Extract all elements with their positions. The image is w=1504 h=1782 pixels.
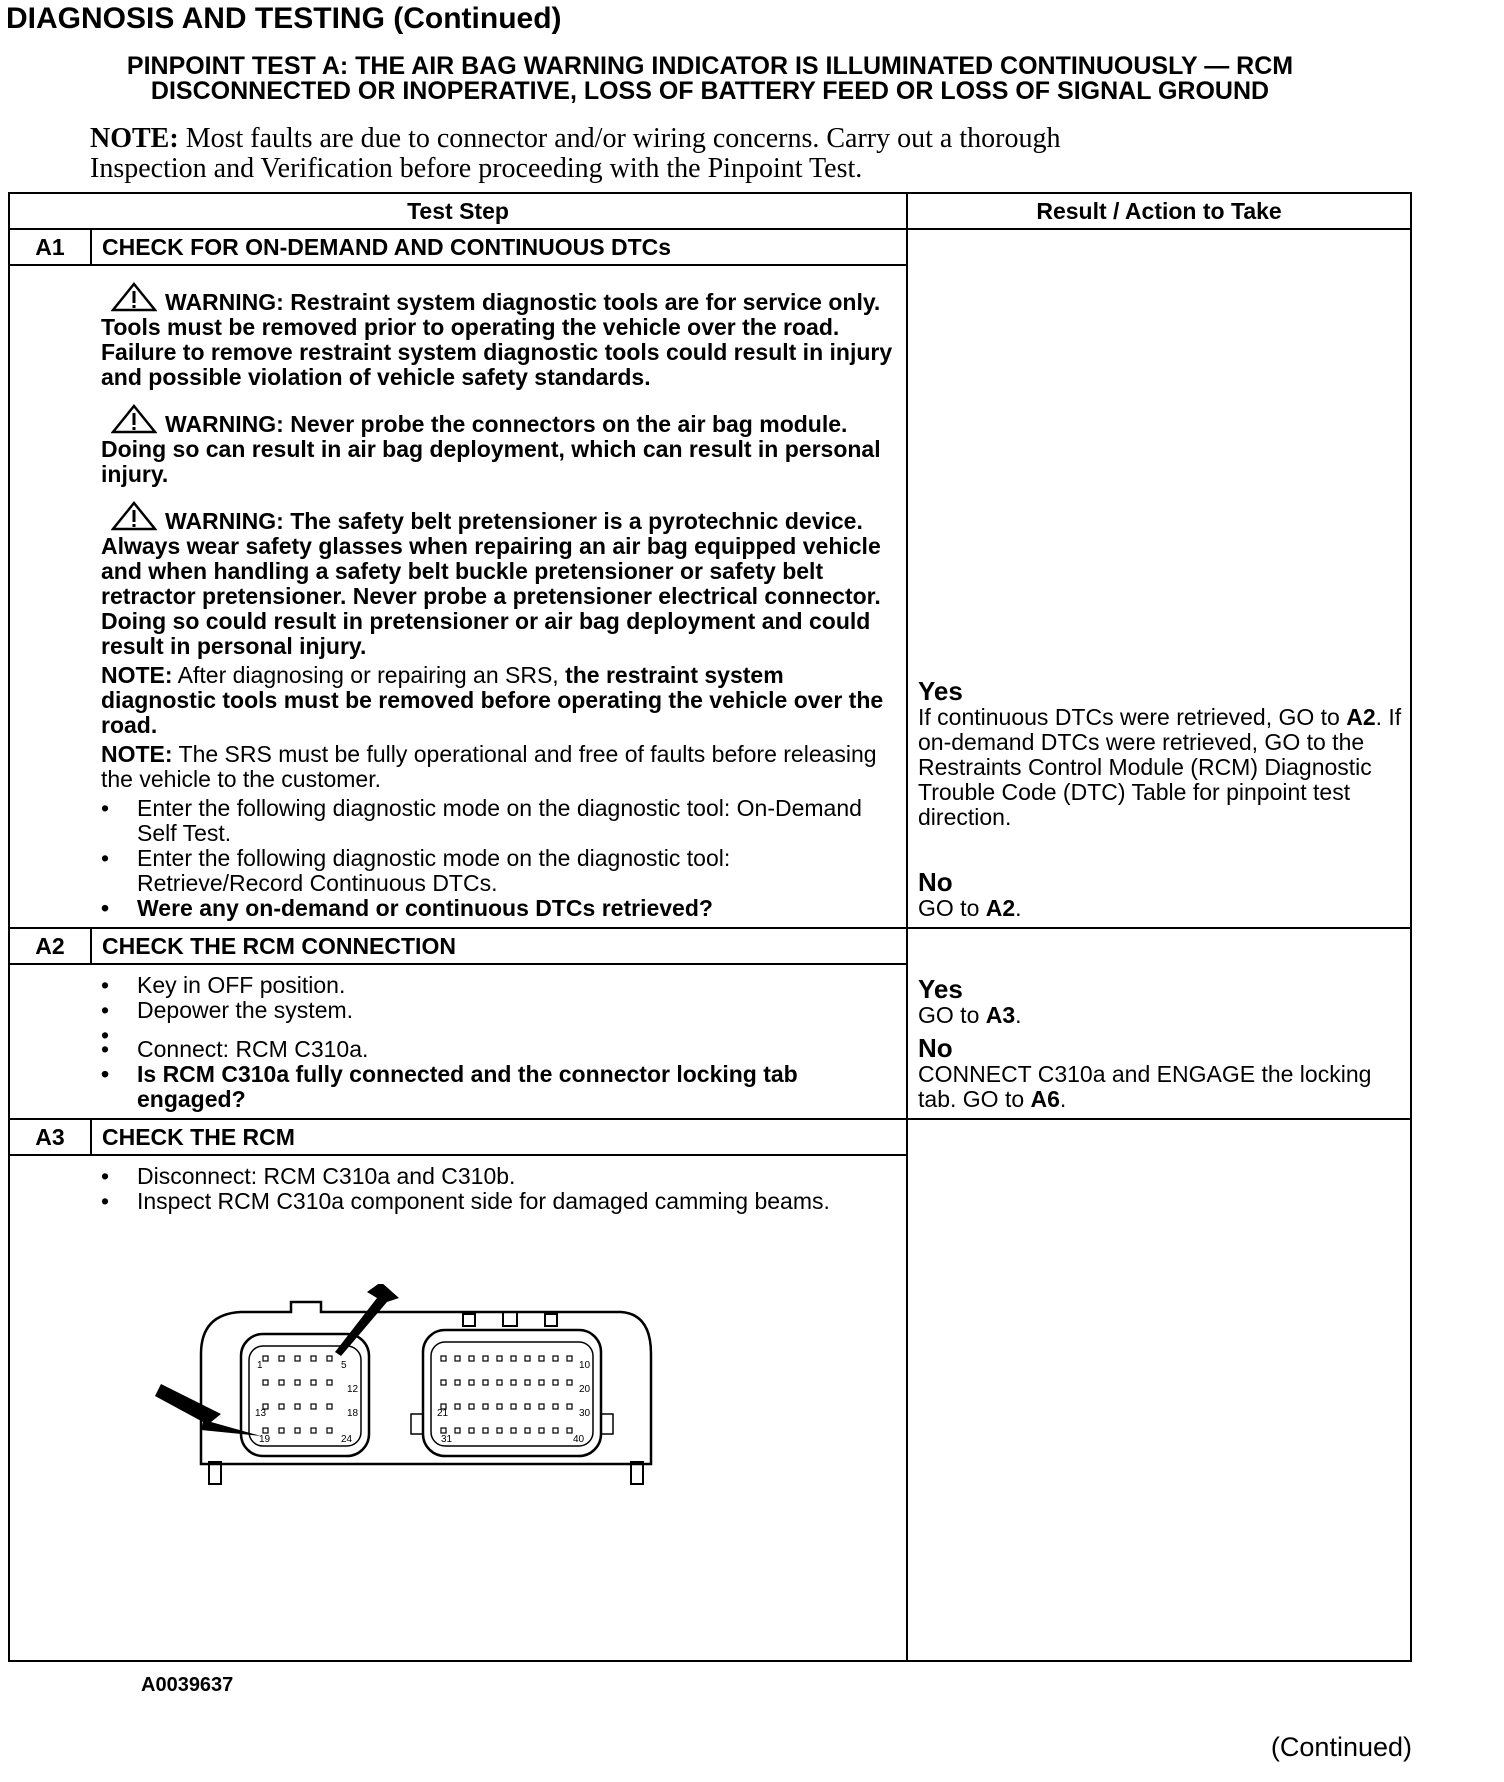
pin-cavity (455, 1380, 460, 1385)
pin-cavity (483, 1404, 488, 1409)
pin-cavity (539, 1380, 544, 1385)
result-a2-no: No (918, 1033, 953, 1063)
step-a3-title-row (9, 1119, 1411, 1155)
pinpoint-line-1: PINPOINT TEST A: THE AIR BAG WARNING INDICATOR IS ILLUMINATED CONTINUOUSLY — RCM (126, 52, 1294, 80)
result-a3 (907, 1119, 1411, 1661)
list-item: • Enter the following diagnostic mode on the diagnostic tool: On-Demand Self Test. (101, 796, 896, 846)
step-id-a3: A3 (9, 1119, 91, 1155)
pin-cavity (553, 1428, 558, 1433)
top-note-line-2: Inspection and Verification before proceeding with the Pinpoint Test. (90, 153, 863, 184)
pin-cavity (553, 1404, 558, 1409)
pin-cavity (567, 1428, 572, 1433)
pin-cavity (279, 1404, 284, 1409)
pin-cavity (483, 1428, 488, 1433)
result-a2-yes: Yes (918, 974, 963, 1004)
pin-cavity (279, 1356, 284, 1361)
result-a2-no-text: CONNECT C310a and ENGAGE the locking tab. GO to A6. (918, 1061, 1372, 1112)
step-a1-bullets (101, 796, 896, 921)
pin-cavity (539, 1404, 544, 1409)
pin-cavity (553, 1380, 558, 1385)
table-header-row (9, 193, 1411, 229)
pinpoint-line-2: DISCONNECTED OR INOPERATIVE, LOSS OF BATTERY FEED OR LOSS OF SIGNAL GROUND (150, 77, 1270, 105)
pin-cavity (441, 1356, 446, 1361)
pin-cavity (311, 1404, 316, 1409)
pin-label: 24 (341, 1434, 353, 1445)
list-item: • Disconnect: RCM C310a and C310b. (101, 1164, 896, 1189)
pin-cavity (263, 1380, 268, 1385)
pin-label: 21 (437, 1408, 449, 1419)
pin-cavity (455, 1356, 460, 1361)
pin-cavity (511, 1404, 516, 1409)
header-result: Result / Action to Take (907, 193, 1411, 229)
result-a1 (907, 229, 1411, 928)
pin-cavity (497, 1428, 502, 1433)
pin-cavity (511, 1356, 516, 1361)
pin-cavity (311, 1380, 316, 1385)
pin-cavity (295, 1380, 300, 1385)
list-item: • Enter the following diagnostic mode on the diagnostic tool: Retrieve/Record Continuous DTCs. (101, 846, 896, 896)
list-item: • Is RCM C310a fully connected and the connector locking tab engaged? (101, 1062, 896, 1112)
pin-label: 19 (259, 1434, 271, 1445)
list-item: • Key in OFF position. (101, 973, 896, 998)
step-title-a2: CHECK THE RCM CONNECTION (91, 928, 907, 964)
pin-cavity (525, 1356, 530, 1361)
pin-label: 20 (579, 1384, 591, 1395)
pin-cavity (497, 1356, 502, 1361)
result-a1-no: No (918, 867, 953, 897)
pin-cavity (497, 1404, 502, 1409)
pin-cavity (525, 1380, 530, 1385)
warning-triangle-icon (111, 282, 157, 312)
pin-label: 1 (257, 1360, 263, 1371)
note-2: NOTE: The SRS must be fully operational and free of faults before releasing the vehicle to the customer. (101, 741, 877, 792)
pin-label: 40 (573, 1434, 585, 1445)
pin-label: 31 (441, 1434, 453, 1445)
pin-cavity (327, 1380, 332, 1385)
top-note-line-1: Most faults are due to connector and/or wiring concerns. Carry out a thorough (178, 123, 1061, 154)
pin-cavity (511, 1428, 516, 1433)
list-item: • Inspect RCM C310a component side for damaged camming beams. (101, 1189, 896, 1214)
pin-cavity (455, 1404, 460, 1409)
pin-cavity (497, 1380, 502, 1385)
result-a1-yes: Yes (918, 676, 963, 706)
pin-cavity (311, 1428, 316, 1433)
result-a1-no-text: GO to A2. (918, 895, 1022, 921)
pin-label: 10 (579, 1360, 591, 1371)
pin-label: 12 (347, 1384, 359, 1395)
rcm-connector-diagram (141, 1284, 701, 1544)
step-title-a3: CHECK THE RCM (91, 1119, 907, 1155)
pin-cavity (295, 1356, 300, 1361)
pin-cavity (511, 1380, 516, 1385)
pin-cavity (525, 1428, 530, 1433)
step-a2-title-row (9, 928, 1411, 964)
figure-id: A0039637 (141, 1674, 234, 1696)
pin-cavity (469, 1356, 474, 1361)
pin-cavity (469, 1428, 474, 1433)
result-a1-yes-text: If continuous DTCs were retrieved, GO to A2. If on-demand DTCs were retrieved, GO to the Restraints Control Module (RCM) Diagnostic Trouble Code (DTC) Table for pinpoint test direction. (918, 704, 1402, 830)
pin-cavity (441, 1380, 446, 1385)
pin-label: 30 (579, 1408, 591, 1419)
arrow-icon (155, 1384, 261, 1436)
step-a3-body (91, 1155, 907, 1696)
pin-cavity (295, 1404, 300, 1409)
top-note (90, 124, 1240, 184)
top-note-label: NOTE: (90, 123, 179, 154)
step-a2-bullets (101, 973, 896, 1112)
pin-cavity (567, 1404, 572, 1409)
warning-2: WARNING: Never probe the connectors on the air bag module. Doing so can result in air bag deployment, which can result in personal injury. (101, 404, 896, 487)
pin-label: 5 (341, 1360, 347, 1371)
pin-cavity (327, 1404, 332, 1409)
pin-cavity (525, 1404, 530, 1409)
pin-cavity (327, 1428, 332, 1433)
pin-cavity (539, 1356, 544, 1361)
step-title-a1: CHECK FOR ON-DEMAND AND CONTINUOUS DTCs (91, 229, 907, 265)
step-a1-title-row (9, 229, 1411, 265)
pin-cavity (469, 1404, 474, 1409)
list-item: • Connect: RCM C310a. (101, 1037, 896, 1062)
note-1: NOTE: After diagnosing or repairing an SRS, the restraint system diagnostic tools must be removed before operating the vehicle over the road. (101, 662, 884, 738)
pin-cavity (567, 1380, 572, 1385)
continued-label: (Continued) (1270, 1732, 1412, 1762)
rcm-connector-figure (101, 1214, 896, 1696)
pin-cavity (469, 1380, 474, 1385)
pin-cavity (567, 1356, 572, 1361)
pinpoint-table (8, 192, 1412, 1696)
list-item: • Were any on-demand or continuous DTCs retrieved? (101, 896, 896, 921)
list-item: • Depower the system. (101, 998, 896, 1023)
pin-cavity (295, 1428, 300, 1433)
pin-label: 18 (347, 1408, 359, 1419)
pin-cavity (441, 1428, 446, 1433)
page-title: DIAGNOSIS AND TESTING (Continued) (6, 2, 562, 35)
pin-cavity (483, 1380, 488, 1385)
warning-triangle-icon (111, 501, 157, 531)
warning-1: WARNING: Restraint system diagnostic tools are for service only. Tools must be removed prior to operating the vehicle over the road. Failure to remove restraint system diagnostic tools could result in injury and possible violation of vehicle safety standards. (101, 282, 896, 390)
pin-cavity (311, 1356, 316, 1361)
pin-cavity (279, 1380, 284, 1385)
pin-cavity (455, 1428, 460, 1433)
step-a3-bullets (101, 1164, 896, 1214)
warning-triangle-icon (111, 404, 157, 434)
step-a1-body (91, 265, 907, 928)
pin-label: 13 (255, 1408, 267, 1419)
step-id-a1: A1 (9, 229, 91, 265)
step-a2-body (91, 964, 907, 1119)
pin-cavity (539, 1428, 544, 1433)
pin-cavity (263, 1356, 268, 1361)
step-id-a2: A2 (9, 928, 91, 964)
result-a2 (907, 928, 1411, 1119)
result-a2-yes-text: GO to A3. (918, 1002, 1022, 1028)
warning-3: WARNING: The safety belt pretensioner is a pyrotechnic device. Always wear safety glasses when repairing an air bag equipped vehicle and when handling a safety belt buckle pretensioner or safety belt retractor pretensioner. Never probe a pretensioner electrical connector. Doing so could result in pretensioner or air bag deployment and could result in personal injury. (101, 501, 896, 659)
pin-cavity (553, 1356, 558, 1361)
pin-cavity (263, 1428, 268, 1433)
pinpoint-test-title (20, 54, 1400, 104)
header-test-step: Test Step (9, 193, 907, 229)
pin-cavity (483, 1356, 488, 1361)
pin-cavity (327, 1356, 332, 1361)
pin-cavity (279, 1428, 284, 1433)
